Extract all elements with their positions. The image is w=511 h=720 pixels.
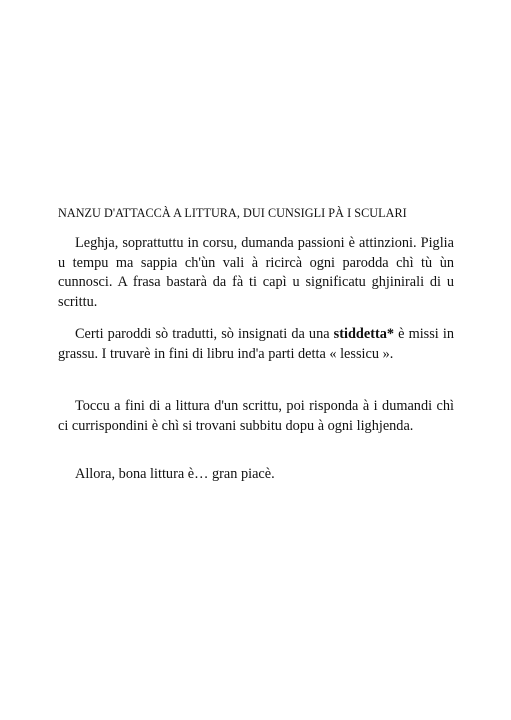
bold-keyword: stiddetta* xyxy=(333,326,395,342)
paragraph-reading-advice: Leghja, soprattuttu in corsu, dumanda passioni è attinzioni. Piglia u tempu ma sappia ch'ùn vali à ricircà ogni parodda chì tù ùn cunnosci. A frasa bastarà da fà ti capì u significatu ghjinirali di u scrittu. xyxy=(58,235,454,310)
paragraph-vocabulary-note xyxy=(58,325,454,364)
paragraph-closing: Allora, bona littura è… gran piacè. xyxy=(75,466,275,482)
paragraph-questions-note: Toccu a fini di a littura d'un scrittu, poi risponda à i dumandi chì ci currispondini è chì si trovani subbitu dopu à ogni lighjenda. xyxy=(58,398,454,434)
paragraph-text-segment: è missi in grassu. I truvarè in fini di libru ind'a parti detta « lessicu ». xyxy=(58,326,454,362)
paragraph-text-segment: Certi paroddi sò tradutti, sò insignati da una xyxy=(75,326,334,342)
section-heading: NANZU D'ATTACCÀ A LITTURA, DUI CUNSIGLI PÀ I SCULARI xyxy=(58,206,407,220)
